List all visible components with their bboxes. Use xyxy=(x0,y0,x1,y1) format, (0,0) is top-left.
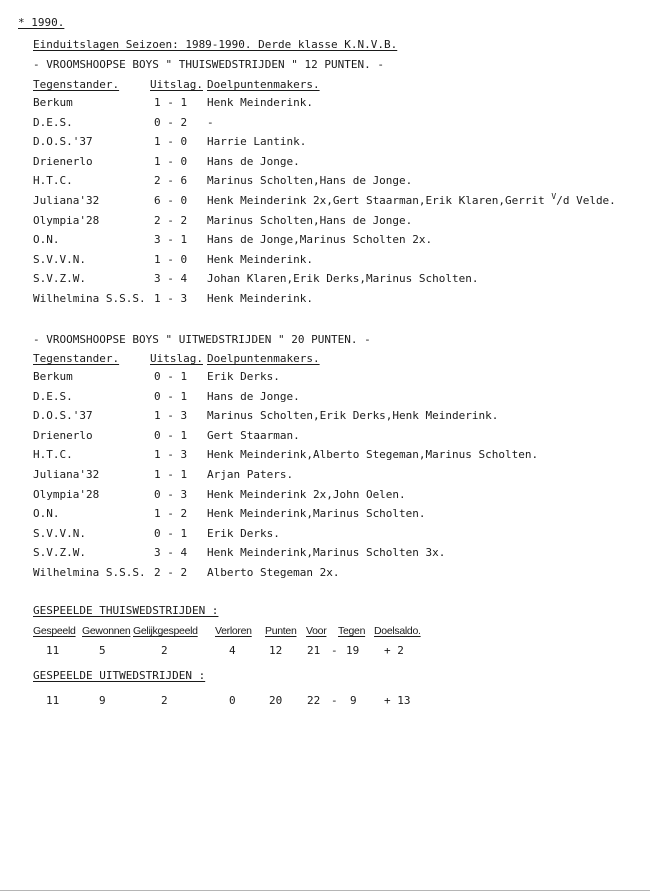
goal-scorers xyxy=(207,390,300,403)
goal-scorers-text: Arjan Paters. xyxy=(207,468,294,481)
match-score: 1 - 0 xyxy=(154,154,188,168)
table-row xyxy=(0,155,650,171)
goal-scorers xyxy=(207,429,300,442)
goal-scorers-text: Hans de Jonge. xyxy=(207,389,300,403)
opponent-name: Drienerlo xyxy=(33,428,93,442)
table-row xyxy=(0,448,650,464)
col-scorers: Doelpuntenmakers. xyxy=(207,352,320,365)
goal-scorers xyxy=(207,116,214,129)
table-row xyxy=(0,174,650,190)
opponent-name: S.V.Z.W. xyxy=(33,272,86,286)
table-row xyxy=(0,370,650,386)
table-row xyxy=(0,233,650,249)
opponent-name: H.T.C. xyxy=(33,174,73,188)
goal-scorers-text: Gert Staarman. xyxy=(207,428,300,442)
table-row xyxy=(0,135,650,151)
away-heading: - VROOMSHOOPSE BOYS " UITWEDSTRIJDEN " 20 PUNTEN. - xyxy=(33,333,371,346)
table-row xyxy=(0,96,650,112)
match-score: 0 - 3 xyxy=(154,487,188,501)
match-score: 1 - 1 xyxy=(154,468,188,481)
table-row xyxy=(0,272,650,288)
goal-scorers xyxy=(207,194,616,207)
home-stats-title: GESPEELDE THUISWEDSTRIJDEN : xyxy=(33,604,219,617)
opponent-name: Berkum xyxy=(33,96,73,109)
opponent-name: Wilhelmina S.S.S. xyxy=(33,566,146,579)
match-score: 3 - 1 xyxy=(154,233,188,247)
goal-scorers-text: Henk Meinderink. xyxy=(207,252,313,266)
stat-header-lost: Verloren xyxy=(215,625,252,637)
goal-scorers xyxy=(207,253,313,266)
table-row xyxy=(0,214,650,230)
table-row xyxy=(0,292,650,308)
away-dash: - xyxy=(331,694,338,707)
goal-scorers-text: Johan Klaren,Erik Derks,Marinus Scholten. xyxy=(207,272,479,286)
goal-scorers xyxy=(207,292,313,305)
goal-scorers xyxy=(207,370,280,383)
goal-scorers-text: Henk Meinderink,Marinus Scholten. xyxy=(207,507,426,521)
goal-scorers-text: Henk Meinderink. xyxy=(207,292,313,305)
opponent-name: D.E.S. xyxy=(33,389,73,403)
match-score: 1 - 3 xyxy=(154,292,188,305)
col-opponent: Tegenstander. xyxy=(33,352,120,365)
home-points: 12 xyxy=(269,644,283,657)
away-points: 20 xyxy=(269,694,283,707)
opponent-name: Juliana'32 xyxy=(33,194,100,207)
stat-header-against: Tegen xyxy=(338,625,366,637)
away-column-headers xyxy=(0,352,650,368)
opponent-name: D.O.S.'37 xyxy=(33,135,93,149)
table-row xyxy=(0,429,650,445)
col-scorers: Doelpuntenmakers. xyxy=(207,78,320,91)
home-played: 11 xyxy=(46,644,60,657)
stat-header-for: Voor xyxy=(306,625,327,637)
goal-scorers xyxy=(207,468,293,481)
stat-header-diff: Doelsaldo. xyxy=(374,625,421,637)
goal-scorers-text: Henk Meinderink,Alberto Stegeman,Marinus Scholten. xyxy=(207,448,539,462)
match-score: 1 - 0 xyxy=(154,252,188,266)
match-score: 0 - 1 xyxy=(154,370,188,383)
match-score: 1 - 3 xyxy=(154,409,188,423)
home-drawn: 2 xyxy=(161,644,168,657)
match-score: 2 - 6 xyxy=(154,174,188,188)
goal-scorers xyxy=(207,174,412,187)
match-score: 6 - 0 xyxy=(154,194,188,207)
match-score: 1 - 1 xyxy=(154,96,188,109)
home-won: 5 xyxy=(99,644,106,657)
match-score: 0 - 2 xyxy=(154,115,188,129)
home-dash: - xyxy=(331,644,338,657)
table-row xyxy=(0,253,650,269)
goal-scorers-suffix: /d Velde. xyxy=(556,194,616,207)
table-row xyxy=(0,390,650,406)
table-row xyxy=(0,546,650,562)
stat-header-points: Punten xyxy=(265,625,297,637)
match-score: 1 - 0 xyxy=(154,135,188,149)
goal-scorers-text: Erik Derks. xyxy=(207,370,280,383)
home-against: 19 xyxy=(346,644,360,657)
goal-scorers-text: Henk Meinderink,Marinus Scholten 3x. xyxy=(207,546,446,560)
opponent-name: Berkum xyxy=(33,370,73,383)
goal-scorers xyxy=(207,135,306,148)
stat-header-drawn: Gelijkgespeeld xyxy=(133,625,198,637)
stats-headers xyxy=(0,625,650,641)
away-lost: 0 xyxy=(229,694,236,707)
table-row xyxy=(0,468,650,484)
goal-scorers xyxy=(207,488,406,501)
stat-header-won: Gewonnen xyxy=(82,625,131,637)
match-score: 2 - 2 xyxy=(154,213,188,227)
opponent-name: Drienerlo xyxy=(33,154,93,168)
away-played: 11 xyxy=(46,694,60,707)
home-for: 21 xyxy=(307,644,321,657)
opponent-name: D.E.S. xyxy=(33,115,73,129)
goal-scorers-text: Henk Meinderink 2x,John Oelen. xyxy=(207,487,406,501)
goal-scorers xyxy=(207,96,313,109)
opponent-name: Juliana'32 xyxy=(33,468,100,481)
opponent-name: S.V.Z.W. xyxy=(33,546,86,560)
table-row xyxy=(0,194,650,210)
goal-scorers xyxy=(207,214,412,227)
goal-scorers xyxy=(207,546,445,559)
table-row xyxy=(0,116,650,132)
home-heading: - VROOMSHOOPSE BOYS " THUISWEDSTRIJDEN " 12 PUNTEN. - xyxy=(33,58,384,71)
goal-scorers xyxy=(207,155,300,168)
goal-scorers-text: Henk Meinderink. xyxy=(207,96,313,109)
goal-scorers-text: Marinus Scholten,Erik Derks,Henk Meinderink. xyxy=(207,409,499,423)
opponent-name: H.T.C. xyxy=(33,448,73,462)
goal-scorers-text: Hans de Jonge. xyxy=(207,154,300,168)
goal-scorers xyxy=(207,527,280,540)
goal-scorers-text: Alberto Stegeman 2x. xyxy=(207,566,340,579)
opponent-name: S.V.V.N. xyxy=(33,252,86,266)
opponent-name: Wilhelmina S.S.S. xyxy=(33,292,146,305)
match-score: 0 - 1 xyxy=(154,526,188,540)
match-score: 1 - 2 xyxy=(154,507,188,521)
col-result: Uitslag. xyxy=(150,78,203,91)
scorer-superscript: V xyxy=(551,192,557,201)
match-score: 3 - 4 xyxy=(154,546,188,560)
opponent-name: O.N. xyxy=(33,233,60,247)
table-row xyxy=(0,507,650,523)
opponent-name: O.N. xyxy=(33,507,60,521)
away-drawn: 2 xyxy=(161,694,168,707)
home-diff: + 2 xyxy=(384,644,404,657)
goal-scorers-text: Harrie Lantink. xyxy=(207,135,307,149)
away-stats-values xyxy=(0,694,650,710)
goal-scorers xyxy=(207,409,498,422)
match-score: 2 - 2 xyxy=(154,566,188,579)
goal-scorers-text: - xyxy=(207,115,214,129)
col-result: Uitslag. xyxy=(150,352,203,365)
goal-scorers-text: Marinus Scholten,Hans de Jonge. xyxy=(207,174,413,188)
away-stats-title: GESPEELDE UITWEDSTRIJDEN : xyxy=(33,669,206,682)
opponent-name: Olympia'28 xyxy=(33,487,100,501)
table-row xyxy=(0,488,650,504)
opponent-name: Olympia'28 xyxy=(33,213,100,227)
table-row xyxy=(0,566,650,582)
away-for: 22 xyxy=(307,694,321,707)
goal-scorers-text: Erik Derks. xyxy=(207,526,280,540)
home-stats-values xyxy=(0,644,650,660)
table-row xyxy=(0,527,650,543)
match-score: 3 - 4 xyxy=(154,272,188,286)
goal-scorers xyxy=(207,272,479,285)
year-heading: * 1990. xyxy=(18,16,65,29)
away-diff: + 13 xyxy=(384,694,411,707)
home-lost: 4 xyxy=(229,644,236,657)
goal-scorers-text: Hans de Jonge,Marinus Scholten 2x. xyxy=(207,233,433,247)
goal-scorers xyxy=(207,566,339,579)
stat-header-played: Gespeeld xyxy=(33,625,76,637)
table-row xyxy=(0,409,650,425)
opponent-name: S.V.V.N. xyxy=(33,526,86,540)
away-against: 9 xyxy=(350,694,357,707)
page-bottom-edge xyxy=(0,890,650,891)
goal-scorers-text: Marinus Scholten,Hans de Jonge. xyxy=(207,213,413,227)
opponent-name: D.O.S.'37 xyxy=(33,409,93,423)
season-title: Einduitslagen Seizoen: 1989-1990. Derde klasse K.N.V.B. xyxy=(33,38,398,51)
goal-scorers-text: Henk Meinderink 2x,Gert Staarman,Erik Klaren,Gerrit xyxy=(207,194,552,207)
match-score: 1 - 3 xyxy=(154,448,188,462)
goal-scorers xyxy=(207,448,538,461)
goal-scorers xyxy=(207,507,426,520)
match-score: 0 - 1 xyxy=(154,389,188,403)
col-opponent: Tegenstander. xyxy=(33,78,120,91)
home-column-headers xyxy=(0,78,650,94)
match-score: 0 - 1 xyxy=(154,428,188,442)
goal-scorers xyxy=(207,233,432,246)
away-won: 9 xyxy=(99,694,106,707)
